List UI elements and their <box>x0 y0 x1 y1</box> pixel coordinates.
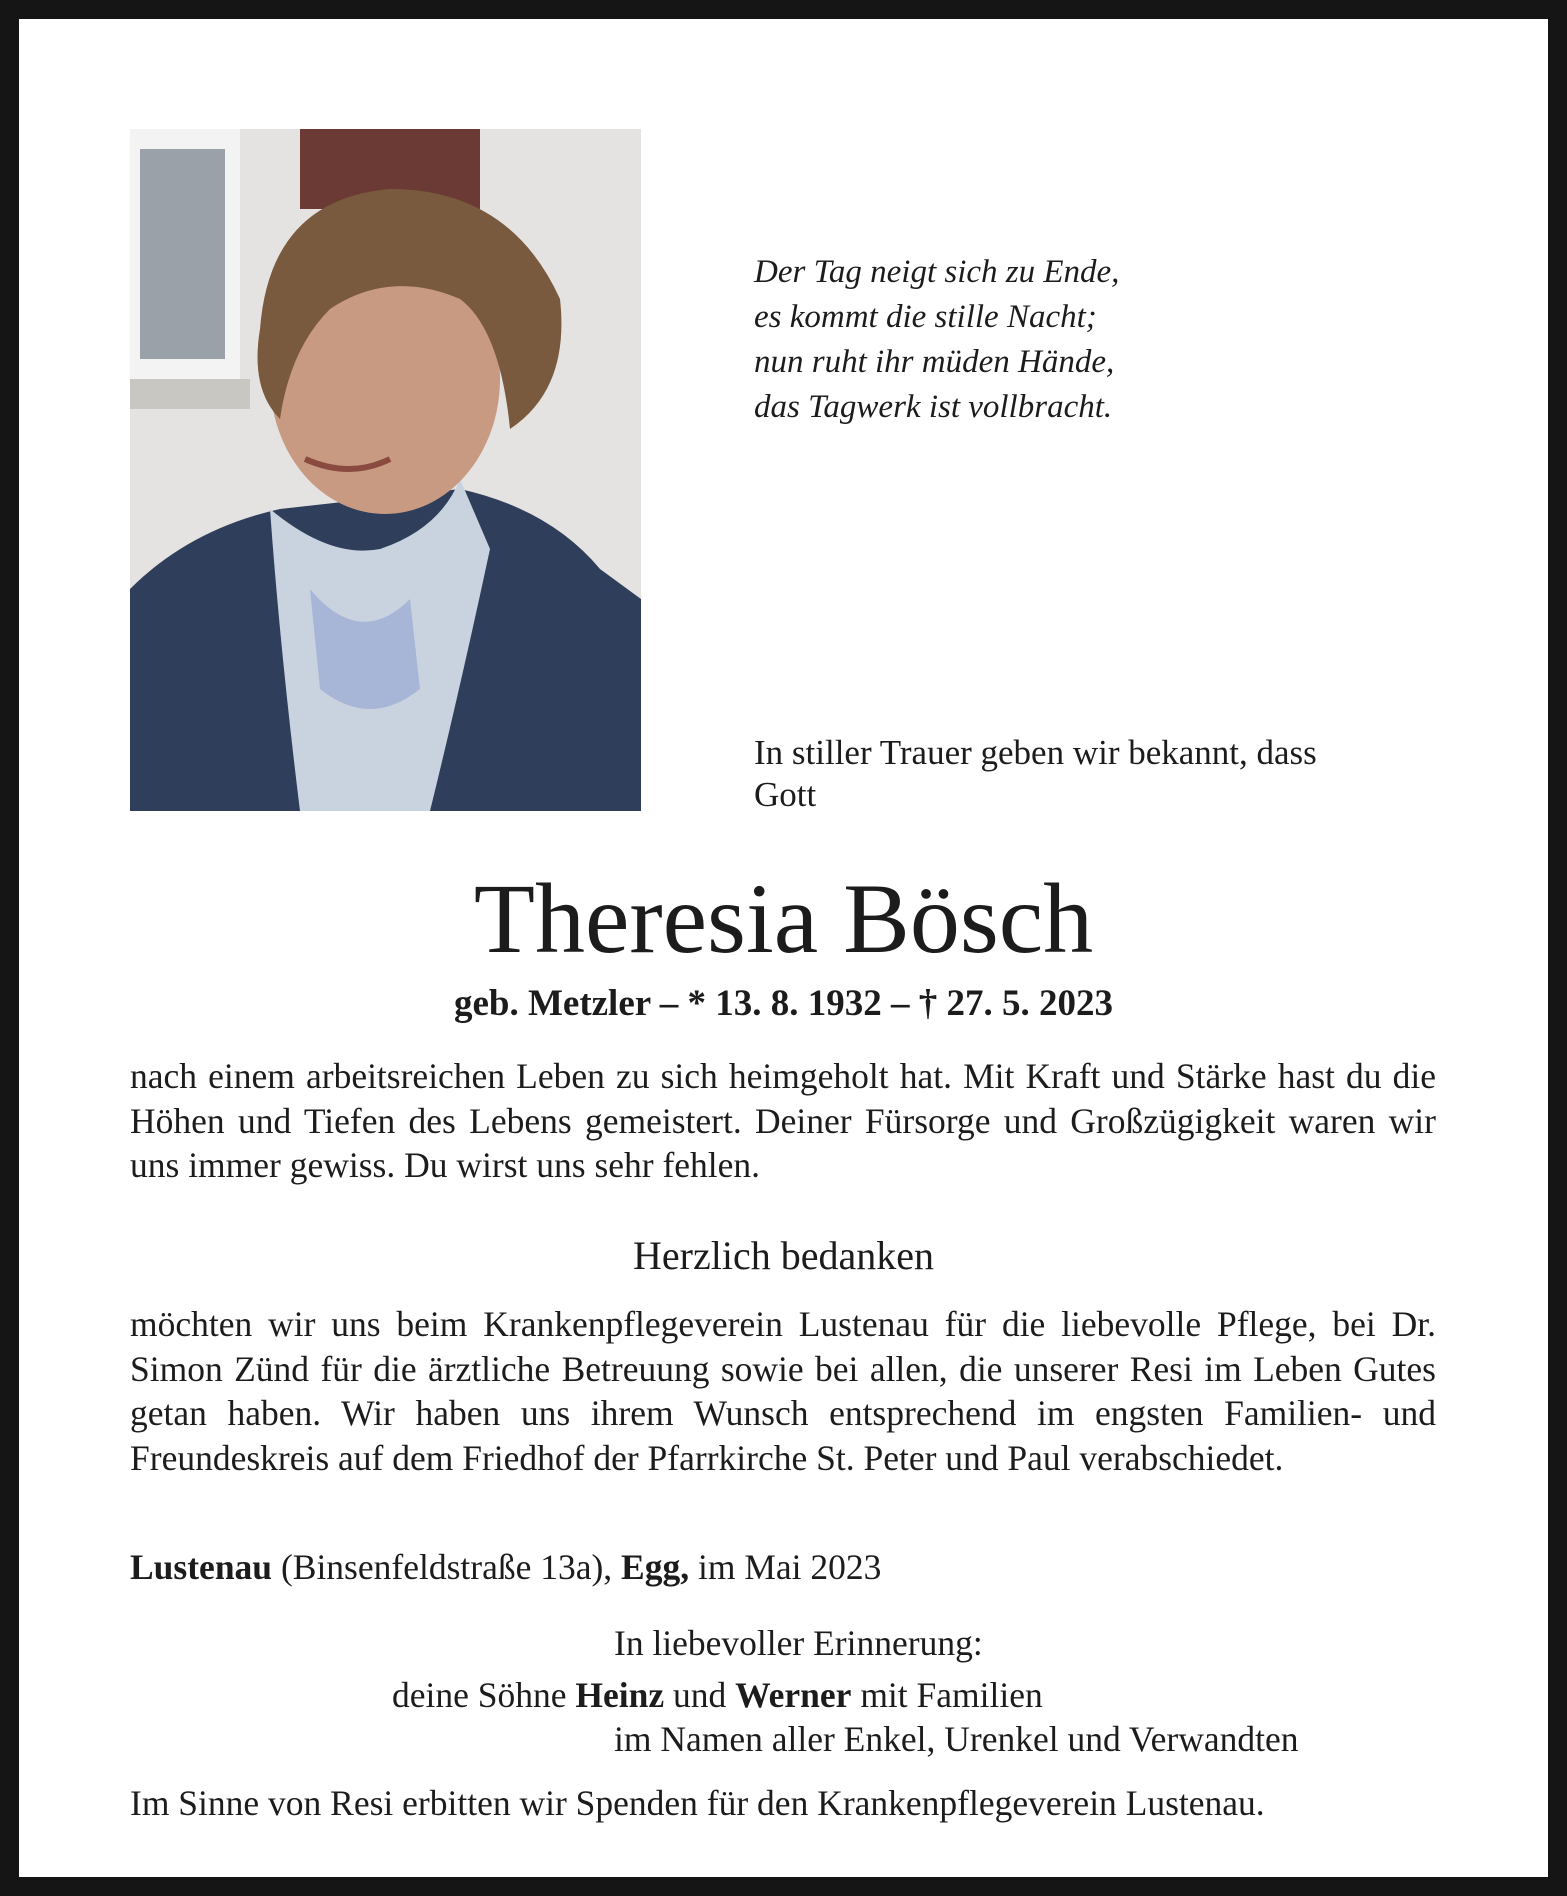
poem-line: Der Tag neigt sich zu Ende, <box>754 254 1120 290</box>
city-lustenau: Lustenau <box>130 1547 273 1587</box>
intro-line: In stiller Trauer geben wir bekannt, dass <box>754 733 1317 772</box>
intro-line: Gott <box>754 775 817 814</box>
family-prefix: deine Söhne <box>392 1675 576 1715</box>
city-egg: Egg, <box>621 1547 690 1587</box>
thanks-paragraph: möchten wir uns beim Krankenpflegeverein Lustenau für die liebevolle Pflege, bei Dr. Simon Zünd für die ärztliche Betreuung sowie bei allen, die unserer Resi im Leben Gutes getan haben. Wir haben uns ihrem Wunsch entsprechend im engsten Familien- und Freundeskreis auf dem Friedhof der Pfarrkirche St. Peter und Paul verabschiedet. <box>130 1304 1436 1478</box>
portrait-photo <box>130 129 641 811</box>
family-and: und <box>664 1675 736 1715</box>
address: (Binsenfeldstraße 13a), <box>272 1547 622 1587</box>
deceased-name: Theresia Bösch <box>473 863 1094 974</box>
family-suffix: mit Familien <box>851 1675 1043 1715</box>
place-date-line <box>130 1546 881 1588</box>
relatives-line: im Namen aller Enkel, Urenkel und Verwandten <box>614 1719 1299 1759</box>
poem-line: das Tagwerk ist vollbracht. <box>754 389 1113 425</box>
poem-line: nun ruht ihr müden Hände, <box>754 344 1115 380</box>
donation-note: Im Sinne von Resi erbitten wir Spenden für den Krankenpflegeverein Lustenau. <box>130 1783 1265 1823</box>
memory-line: In liebevoller Erinnerung: <box>614 1623 983 1663</box>
announcement-intro <box>754 732 1317 816</box>
birth-death-dates: geb. Metzler – * 13. 8. 1932 – † 27. 5. 2023 <box>453 983 1114 1024</box>
son-name: Werner <box>735 1675 852 1715</box>
obituary-paragraph: nach einem arbeitsreichen Leben zu sich heimgeholt hat. Mit Kraft und Stärke hast du die Höhen und Tiefen des Lebens gemeistert. Deiner Fürsorge und Großzügigkeit waren wir uns immer gewiss. Du wirst uns sehr fehlen. <box>130 1056 1436 1185</box>
son-name: Heinz <box>575 1675 665 1715</box>
date: im Mai 2023 <box>689 1547 882 1587</box>
poem-line: es kommt die stille Nacht; <box>754 299 1097 335</box>
family-line <box>392 1674 1043 1716</box>
poem <box>754 250 1119 430</box>
thanks-heading: Herzlich bedanken <box>633 1233 934 1278</box>
